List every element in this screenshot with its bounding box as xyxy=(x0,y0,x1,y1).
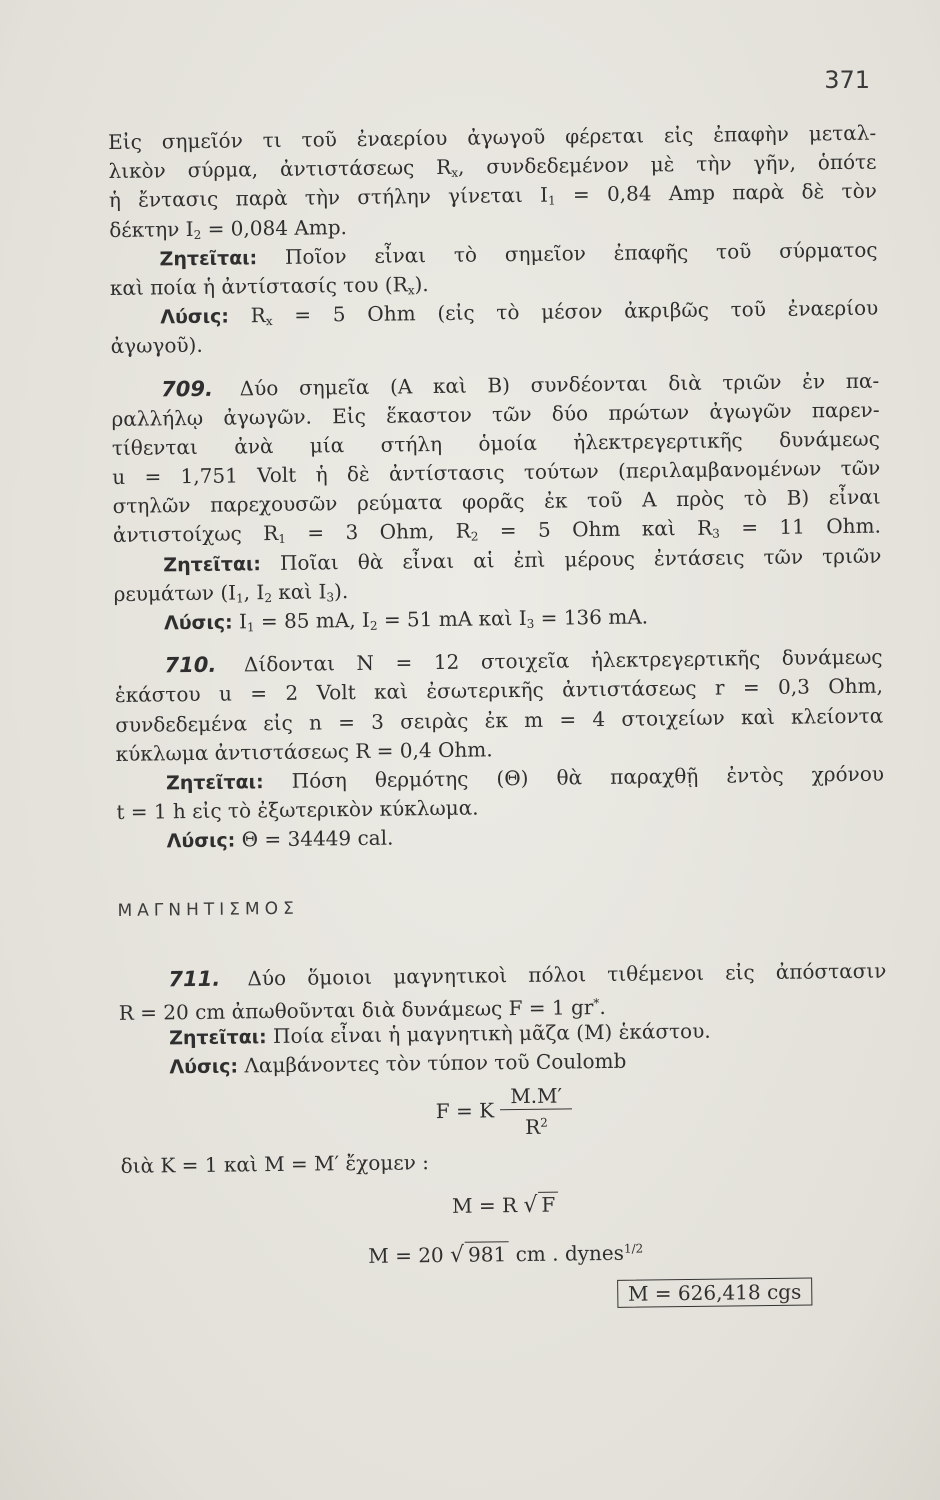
problem-number: 711. xyxy=(168,966,221,992)
problem-number: 710. xyxy=(164,652,217,678)
text-line: t = 1 h εἰς τὸ ἐξωτερικὸν κύκλωμα. xyxy=(116,795,479,825)
text-line: ἑκάστου u = 2 Volt καὶ ἐσωτερικῆς ἀντιστάσεως r = 0,3 Ohm, xyxy=(114,673,884,708)
solution-label: Λύσις: xyxy=(169,1055,239,1079)
boxed-result: M = 626,418 cgs xyxy=(617,1277,813,1307)
text-line: u = 1,751 Volt ἡ δὲ ἀντίστασις τούτων (περιλαμβανομένων τῶν xyxy=(112,455,881,490)
text-line: ρευμάτων ($I_1$, $I_2$ καὶ $I_3$). xyxy=(113,578,349,606)
fraction: $\frac{M.M'}{R^2}$ xyxy=(500,1083,573,1141)
text-line: διὰ K = 1 καὶ M = M′ ἔχομεν : xyxy=(120,1150,430,1179)
requirement-label: Ζητεῖται: xyxy=(159,246,258,271)
requirement-label: Ζητεῖται: xyxy=(168,1026,267,1050)
problem-711: 711. Δύο ὅμοιοι μαγνητικοὶ πόλοι τιθέμενοι εἰς ἀπόστασιν xyxy=(168,958,887,992)
coulomb-formula: F = K $\frac{M.M'}{R^2}$ xyxy=(120,1073,889,1152)
problem-710: 710. Δίδονται N = 12 στοιχεῖα ἠλεκτρεγερτικῆς δυνάμεως xyxy=(164,644,883,678)
requirement-line: Ζητεῖται: Πόση θερμότης (Θ) θὰ παραχθῇ ἐντὸς χρόνου xyxy=(165,761,885,795)
text-line: δέκτην $I_2 = 0,084$ Amp. xyxy=(109,214,348,242)
solution-line: Λύσις: $R_x = 5$ Ohm (εἰς τὸ μέσον ἀκριβῶς τοῦ ἐναερίου xyxy=(160,295,879,329)
solution-line: Λύσις: Λαμβάνοντες τὸν τύπον τοῦ Coulomb xyxy=(169,1048,627,1079)
text-line: ἡ ἔντασις παρὰ τὴν στήλην γίνεται $I_1 = 0,84$ Amp παρὰ δὲ τὸν xyxy=(108,178,877,213)
requirement-line: Ζητεῖται: Ποῖαι θὰ εἶναι αἱ ἐπὶ μέρους ἐντάσεις τῶν τριῶν xyxy=(163,543,882,576)
mass-formula: M = R √ F xyxy=(121,1186,889,1225)
section-heading: ΜΑΓΝΗΤΙΣΜΟΣ xyxy=(117,898,299,921)
text-line: R = 20 cm ἀπωθοῦνται διὰ δυνάμεως F = 1 gr*. xyxy=(118,994,606,1025)
requirement-line: Ζητεῖται: Ποία εἶναι ἡ μαγνητικὴ μᾶζα (M) ἑκάστου. xyxy=(168,1018,711,1050)
mass-value-formula: M = 20 √ 981 cm . dynes$^{1/2}$ xyxy=(368,1240,644,1268)
requirement-label: Ζητεῖται: xyxy=(163,552,262,576)
page-text xyxy=(108,119,890,1315)
text-line: συνδεδεμένα εἰς n = 3 σειρὰς ἐκ m = 4 στοιχείων καὶ κλείοντα xyxy=(115,703,884,737)
text-line: ἀντιστοίχως $R_1 = 3$ Ohm, $R_2 = 5$ Ohm καὶ $R_3 = 11$ Ohm. xyxy=(112,514,882,548)
problem-number: 709. xyxy=(161,376,214,401)
text-line: τίθενται ἀνὰ μία στήλη ὁμοία ἠλεκτρεγερτικῆς δυνάμεως xyxy=(111,426,880,460)
requirement-line: Ζητεῖται: Ποῖον εἶναι τὸ σημεῖον ἐπαφῆς τοῦ σύρματος xyxy=(159,237,878,271)
problem-709: 709. Δύο σημεῖα (A καὶ B) συνδέονται διὰ τριῶν ἐν πα- xyxy=(161,368,880,401)
solution-label: Λύσις: xyxy=(166,829,236,853)
requirement-label: Ζητεῖται: xyxy=(165,771,264,795)
text-line: κύκλωμα ἀντιστάσεως R = 0,4 Ohm. xyxy=(115,737,493,766)
page-number: 371 xyxy=(824,66,870,94)
solution-line: Λύσις: $I_1 = 85$ mA, $I_2 = 51$ mA καὶ $I_3 = 136$ mA. xyxy=(163,604,649,635)
text-line: ἀγωγοῦ). xyxy=(110,333,203,359)
solution-label: Λύσις: xyxy=(163,611,233,635)
text-line: καὶ ποία ἡ ἀντίστασίς του $(R_x)$. xyxy=(109,272,429,300)
solution-line: Λύσις: Θ = 34449 cal. xyxy=(166,825,394,853)
solution-label: Λύσις: xyxy=(160,305,230,329)
text-line: λικὸν σύρμα, ἀντιστάσεως $R_x$, συνδεδεμένον μὲ τὴν γῆν, ὁπότε xyxy=(108,149,877,184)
text-line: ραλλήλῳ ἀγωγῶν. Εἰς ἕκαστον τῶν δύο πρώτων ἀγωγῶν παρεν- xyxy=(111,397,880,431)
text-line: στηλῶν παρεχουσῶν ρεύματα φορᾶς ἐκ τοῦ A πρὸς τὸ B) εἶναι xyxy=(112,484,881,519)
text-line: Εἰς σημεῖόν τι τοῦ ἐναερίου ἀγωγοῦ φέρεται εἰς ἐπαφὴν μεταλ- xyxy=(108,120,877,154)
